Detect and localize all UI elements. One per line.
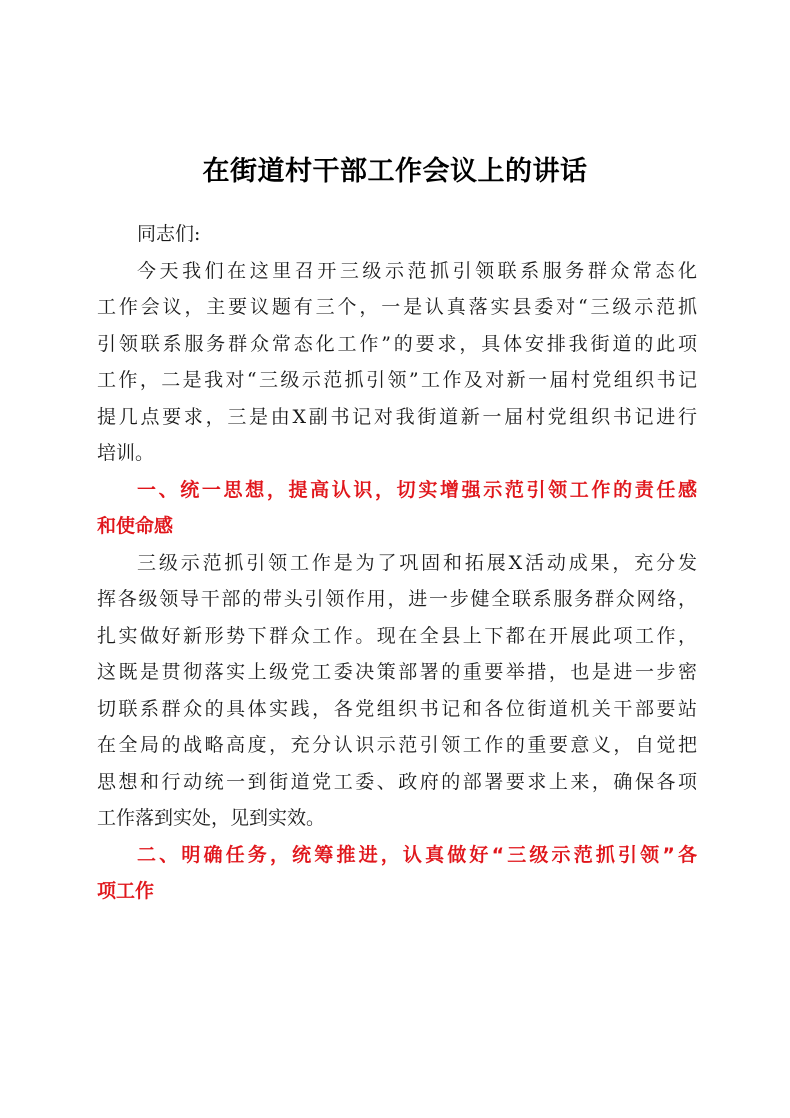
document-body xyxy=(97,216,697,910)
heading-line: 一、统一思想，提高认识，切实增强示范引领工作的责任感 xyxy=(137,478,697,501)
paragraph-line: 在全局的战略高度，充分认识示范引领工作的重要意义，自觉把 xyxy=(97,734,697,756)
paragraph-line: 今天我们在这里召开三级示范抓引领联系服务群众常态化 xyxy=(137,259,697,282)
paragraph-line: 思想和行动统一到街道党工委、政府的部署要求上来，确保各项 xyxy=(97,770,697,793)
paragraph-line: 工作，二是我对“三级示范抓引领”工作及对新一届村党组织书记 xyxy=(97,369,697,391)
salutation: 同志们: xyxy=(137,223,201,245)
heading-line: 项工作 xyxy=(97,880,155,902)
heading-line: 和使命感 xyxy=(97,515,174,537)
section-heading-2 xyxy=(97,837,697,910)
paragraph-intro xyxy=(97,253,697,472)
paragraph-line: 挥各级领导干部的带头引领作用，进一步健全联系服务群众网络， xyxy=(97,588,697,610)
paragraph-line: 切联系群众的具体实践，各党组织书记和各位街道机关干部要站 xyxy=(97,697,697,720)
paragraph-section-1 xyxy=(97,545,697,837)
paragraph-line: 工作会议，主要议题有三个，一是认真落实县委对“三级示范抓 xyxy=(97,296,697,318)
paragraph-line: 这既是贯彻落实上级党工委决策部署的重要举措，也是进一步密 xyxy=(97,661,697,683)
paragraph-line: 三级示范抓引领工作是为了巩固和拓展X活动成果，充分发 xyxy=(137,551,697,574)
paragraph-line: 引领联系服务群众常态化工作”的要求，具体安排我街道的此项 xyxy=(97,332,697,355)
paragraph-line: 扎实做好新形势下群众工作。现在全县上下都在开展此项工作， xyxy=(97,624,697,647)
section-heading-1 xyxy=(97,472,697,545)
paragraph-line: 培训。 xyxy=(97,442,155,464)
paragraph-line: 工作落到实处，见到实效。 xyxy=(97,807,326,829)
paragraph-line: 提几点要求，三是由X副书记对我街道新一届村党组织书记进行 xyxy=(97,405,697,428)
document-title: 在街道村干部工作会议上的讲话 xyxy=(202,156,588,187)
heading-line: 二、明确任务，统筹推进，认真做好“三级示范抓引领”各 xyxy=(137,843,697,866)
